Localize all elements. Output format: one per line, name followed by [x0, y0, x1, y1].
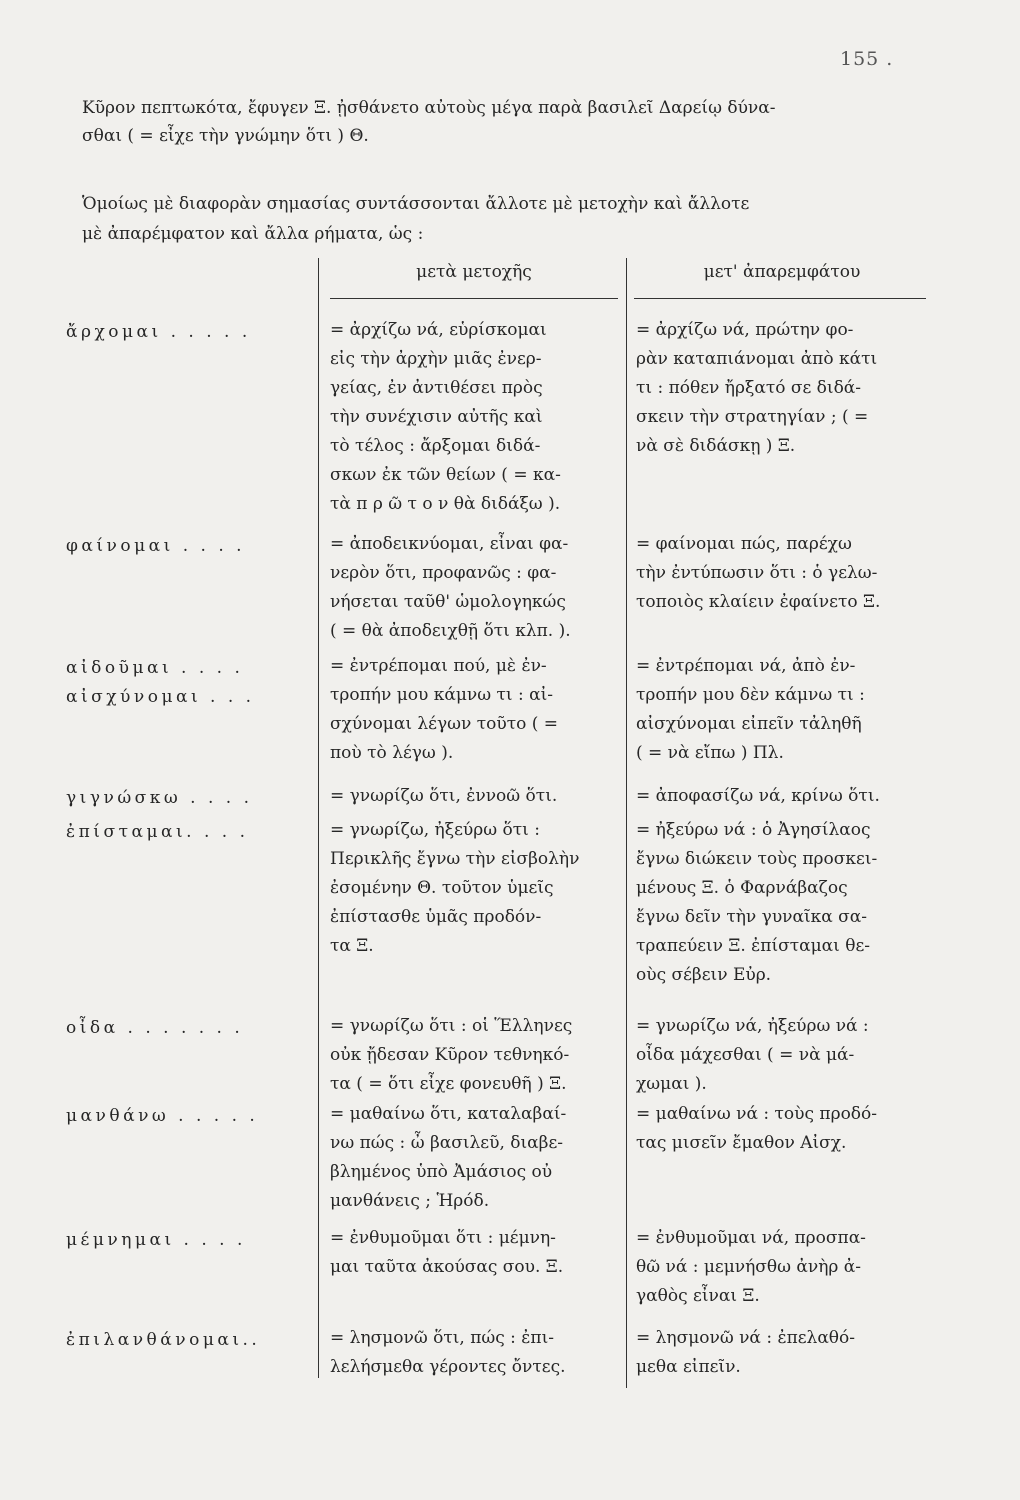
text-line: = γνωρίζω ὅτι, ἐννοῶ ὅτι. — [330, 786, 558, 806]
text-line: = γνωρίζω ὅτι : οἱ Ἕλληνες — [330, 1016, 573, 1036]
verb-headword: ἄρχομαι . . . . . — [66, 322, 251, 342]
verb-headword: φαίνομαι . . . . — [66, 536, 246, 556]
infinitive-meaning — [636, 1012, 928, 1099]
text-line: νερὸν ὅτι, προφανῶς : φα- — [330, 563, 557, 583]
infinitive-meaning — [636, 652, 928, 768]
verb-headword: γιγνώσκω . . . . — [66, 788, 253, 808]
intro-line-3: Ὁμοίως μὲ διαφορὰν σημασίας συντάσσονται ἄλλοτε μὲ μετοχὴν καὶ ἄλλοτε — [82, 194, 750, 214]
text-line: οὐκ ᾔδεσαν Κῦρον τεθνηκό- — [330, 1045, 570, 1065]
intro-line-4: μὲ ἀπαρέμφατον καὶ ἄλλα ρήματα, ὡς : — [82, 224, 424, 244]
text-line: = μαθαίνω ὅτι, καταλαβαί- — [330, 1104, 567, 1124]
text-line: ἔγνω δεῖν τὴν γυναῖκα σα- — [636, 907, 867, 927]
text-line: σχύνομαι λέγων τοῦτο ( = — [330, 714, 559, 734]
intro-line-1: Κῦρον πεπτωκότα, ἔφυγεν Ξ. ᾐσθάνετο αὐτοὺς μέγα παρὰ βασιλεῖ Δαρείῳ δύνα- — [82, 98, 776, 118]
text-line: = γνωρίζω νά, ἠξεύρω νά : — [636, 1016, 869, 1036]
text-line: βλημένος ὑπὸ Ἀμάσιος οὐ — [330, 1162, 553, 1182]
infinitive-meaning — [636, 1324, 928, 1382]
text-line: Περικλῆς ἔγνω τὴν εἰσβολὴν — [330, 849, 580, 869]
text-line: = ἀποδεικνύομαι, εἶναι φα- — [330, 534, 569, 554]
participle-meaning — [330, 1100, 622, 1216]
text-line: αἰσχύνομαι εἰπεῖν τἀληθῆ — [636, 714, 862, 734]
verb-headword: αἰδοῦμαι . . . . — [66, 658, 244, 678]
text-line: = ἀποφασίζω νά, κρίνω ὅτι. — [636, 786, 880, 806]
text-line: ἐσομένην Θ. τοῦτον ὑμεῖς — [330, 878, 554, 898]
verb-headword: αἰσχύνομαι . . . — [66, 687, 255, 707]
infinitive-meaning — [636, 530, 928, 617]
text-line: γαθὸς εἶναι Ξ. — [636, 1286, 760, 1306]
text-line: = λησμονῶ νά : ἐπελαθό- — [636, 1328, 856, 1348]
text-line: τα Ξ. — [330, 936, 374, 956]
participle-meaning — [330, 1012, 622, 1099]
page-number: 155 . — [840, 48, 894, 70]
text-line: ποὺ τὸ λέγω ). — [330, 743, 454, 763]
header-rule-infinitive — [634, 298, 926, 299]
text-line: = φαίνομαι πώς, παρέχω — [636, 534, 852, 554]
text-line: = ἠξεύρω νά : ὁ Ἀγησίλαος — [636, 820, 871, 840]
text-line: τὴν συνέχισιν αὐτῆς καὶ — [330, 407, 543, 427]
text-line: μένους Ξ. ὁ Φαρνάβαζος — [636, 878, 848, 898]
text-line: σκων ἐκ τῶν θείων ( = κα- — [330, 465, 561, 485]
column-divider-right — [626, 258, 627, 1388]
text-line: μανθάνεις ; Ἡρόδ. — [330, 1191, 490, 1211]
verb-headword: οἶδα . . . . . . . — [66, 1018, 244, 1038]
text-line: ἐπίστασθε ὑμᾶς προδόν- — [330, 907, 542, 927]
participle-meaning — [330, 782, 622, 811]
text-line: ( = νὰ εἴπω ) Πλ. — [636, 743, 784, 763]
text-line: μεθα εἰπεῖν. — [636, 1357, 741, 1377]
text-line: θῶ νά : μεμνήσθω ἀνὴρ ἀ- — [636, 1257, 862, 1277]
text-line: τὴν ἐντύπωσιν ὅτι : ὁ γελω- — [636, 563, 878, 583]
text-line: τὰ π ρ ῶ τ ο ν θὰ διδάξω ). — [330, 494, 561, 514]
participle-meaning — [330, 316, 622, 519]
infinitive-meaning — [636, 1100, 928, 1158]
text-line: εἰς τὴν ἀρχὴν μιᾶς ἐνερ- — [330, 349, 542, 369]
text-line: οἶδα μάχεσθαι ( = νὰ μά- — [636, 1045, 855, 1065]
text-line: νήσεται ταῦθ' ὡμολογηκώς — [330, 592, 566, 612]
text-line: λελήσμεθα γέροντες ὄντες. — [330, 1357, 566, 1377]
participle-meaning — [330, 1324, 622, 1382]
column-header-infinitive: μετ' ἀπαρεμφάτου — [703, 262, 861, 282]
participle-meaning — [330, 530, 622, 646]
header-rule-participle — [330, 298, 618, 299]
text-line: ρὰν καταπιάνομαι ἀπὸ κάτι — [636, 349, 878, 369]
text-line: = λησμονῶ ὅτι, πώς : ἐπι- — [330, 1328, 555, 1348]
infinitive-meaning — [636, 316, 928, 461]
text-line: οὺς σέβειν Εὐρ. — [636, 965, 772, 985]
infinitive-meaning — [636, 782, 928, 811]
text-line: ἔγνω διώκειν τοὺς προσκει- — [636, 849, 878, 869]
text-line: τὸ τέλος : ἄρξομαι διδά- — [330, 436, 541, 456]
text-line: νὰ σὲ διδάσκῃ ) Ξ. — [636, 436, 796, 456]
text-line: = ἐντρέπομαι νά, ἀπὸ ἐν- — [636, 656, 856, 676]
text-line: τοποιὸς κλαίειν ἐφαίνετο Ξ. — [636, 592, 881, 612]
text-line: τροπήν μου δὲν κάμνω τι : — [636, 685, 865, 705]
text-line: = ἀρχίζω νά, εὑρίσκομαι — [330, 320, 547, 340]
intro-line-2: σθαι ( = εἶχε τὴν γνώμην ὅτι ) Θ. — [82, 126, 369, 146]
text-line: = ἐνθυμοῦμαι ὅτι : μέμνη- — [330, 1228, 556, 1248]
verb-headword: ἐπιλανθάνομαι.. — [66, 1330, 261, 1350]
verb-headword: μανθάνω . . . . . — [66, 1106, 259, 1126]
text-line: = μαθαίνω νά : τοὺς προδό- — [636, 1104, 878, 1124]
text-line: τας μισεῖν ἔμαθον Αἰσχ. — [636, 1133, 847, 1153]
text-line: τραπεύειν Ξ. ἐπίσταμαι θε- — [636, 936, 871, 956]
text-line: μαι ταῦτα ἀκούσας σου. Ξ. — [330, 1257, 564, 1277]
verb-headword: μέμνημαι . . . . — [66, 1230, 246, 1250]
column-divider-left — [318, 258, 319, 1378]
column-header-participle: μετὰ μετοχῆς — [416, 262, 532, 282]
text-line: ( = θὰ ἀποδειχθῇ ὅτι κλπ. ). — [330, 621, 571, 641]
text-line: = ἐνθυμοῦμαι νά, προσπα- — [636, 1228, 866, 1248]
verb-headword: ἐπίσταμαι. . . . — [66, 822, 249, 842]
participle-meaning — [330, 1224, 622, 1282]
text-line: τι : πόθεν ἤρξατό σε διδά- — [636, 378, 862, 398]
text-line: = ἐντρέπομαι πού, μὲ ἐν- — [330, 656, 547, 676]
text-line: τα ( = ὅτι εἶχε φονευθῆ ) Ξ. — [330, 1074, 567, 1094]
text-line: = γνωρίζω, ἠξεύρω ὅτι : — [330, 820, 540, 840]
infinitive-meaning — [636, 816, 928, 990]
text-line: νω πώς : ὦ βασιλεῦ, διαβε- — [330, 1133, 564, 1153]
text-line: σκειν τὴν στρατηγίαν ; ( = — [636, 407, 869, 427]
participle-meaning — [330, 816, 622, 961]
text-line: = ἀρχίζω νά, πρώτην φο- — [636, 320, 854, 340]
participle-meaning — [330, 652, 622, 768]
text-line: τροπήν μου κάμνω τι : αἰ- — [330, 685, 554, 705]
infinitive-meaning — [636, 1224, 928, 1311]
text-line: χωμαι ). — [636, 1074, 707, 1094]
text-line: γείας, ἐν ἀντιθέσει πρὸς — [330, 378, 543, 398]
